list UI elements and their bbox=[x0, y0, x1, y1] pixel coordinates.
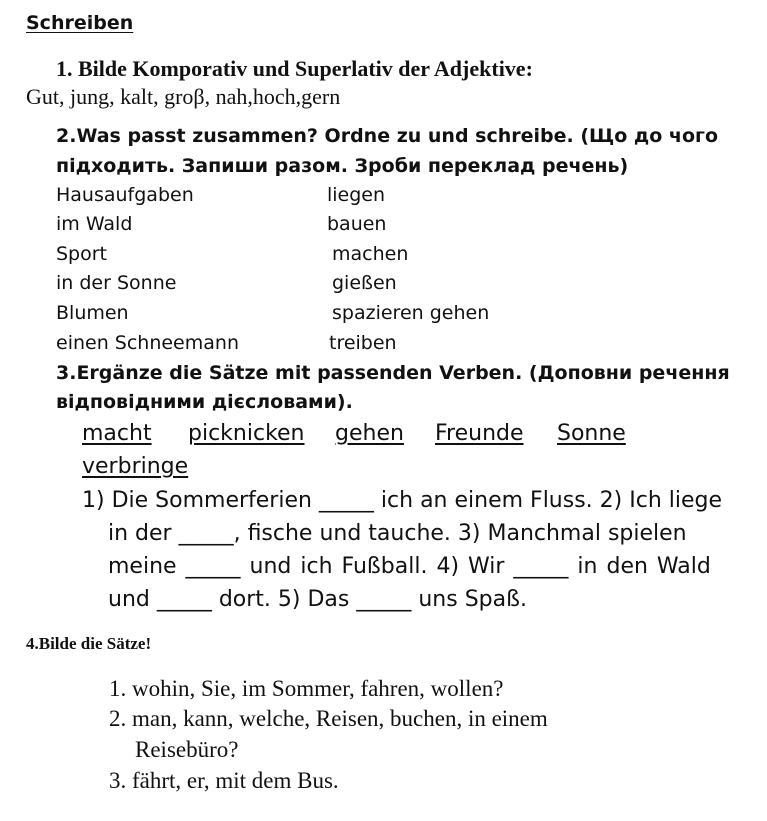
task4-item: 3. fährt, er, mit dem Bus. bbox=[109, 768, 339, 793]
task2-left-item: einen Schneemann bbox=[56, 332, 239, 354]
task3-text-line: 1) Die Sommerferien _____ ich an einem Fluss. 2) Ich liege bbox=[82, 488, 723, 513]
task2-right-item: spazieren gehen bbox=[332, 302, 490, 324]
task1-heading: 1. Bilde Komporativ und Superlativ der Adjektive: bbox=[56, 56, 533, 81]
word-bank-item: Sonne bbox=[557, 421, 626, 446]
word-bank-item: gehen bbox=[335, 421, 404, 446]
task4-item: 2. man, kann, welche, Reisen, buchen, in einem bbox=[109, 706, 548, 731]
task3-text-line: und _____ dort. 5) Das _____ uns Spaß. bbox=[108, 587, 527, 612]
task2-right-item: bauen bbox=[327, 213, 387, 235]
task2-right-item: liegen bbox=[327, 184, 386, 206]
task2-left-item: im Wald bbox=[56, 213, 133, 235]
task2-left-item: Sport bbox=[56, 243, 108, 265]
word-bank-item: picknicken bbox=[188, 421, 305, 446]
task2-left-item: Blumen bbox=[56, 302, 129, 324]
task4-item: 1. wohin, Sie, im Sommer, fahren, wollen? bbox=[109, 676, 504, 701]
word-bank-item: macht bbox=[82, 421, 152, 446]
word-bank-item: verbringe bbox=[82, 454, 189, 479]
task3-text-line: in der _____, fische und tauche. 3) Manchmal spielen bbox=[108, 521, 687, 546]
task2-right-item: gießen bbox=[332, 272, 397, 294]
page-title: Schreiben bbox=[26, 12, 134, 34]
task3-heading-line1: 3.Ergänze die Sätze mit passenden Verben. (Доповни речення bbox=[56, 362, 730, 384]
task2-left-item: in der Sonne bbox=[56, 272, 177, 294]
word-bank-item: Freunde bbox=[435, 421, 524, 446]
task1-words: Gut, jung, kalt, groβ, nah,hoch,gern bbox=[26, 84, 341, 109]
task4-heading: 4.Bilde die Sätze! bbox=[26, 634, 152, 653]
task2-right-item: treiben bbox=[329, 332, 397, 354]
task2-heading-line1: 2.Was passt zusammen? Ordne zu und schreibe. (Що до чого bbox=[56, 125, 718, 147]
task4-item-continuation: Reisebüro? bbox=[135, 737, 239, 762]
task2-heading-line2: підходить. Запиши разом. Зроби переклад речень) bbox=[56, 155, 629, 177]
task3-text-line: meine _____ und ich Fußball. 4) Wir _____ in den Wald bbox=[108, 554, 711, 579]
task2-right-item: machen bbox=[332, 243, 409, 265]
task3-heading-line2: відповідними дієсловами). bbox=[56, 391, 353, 413]
task2-left-item: Hausaufgaben bbox=[56, 184, 194, 206]
